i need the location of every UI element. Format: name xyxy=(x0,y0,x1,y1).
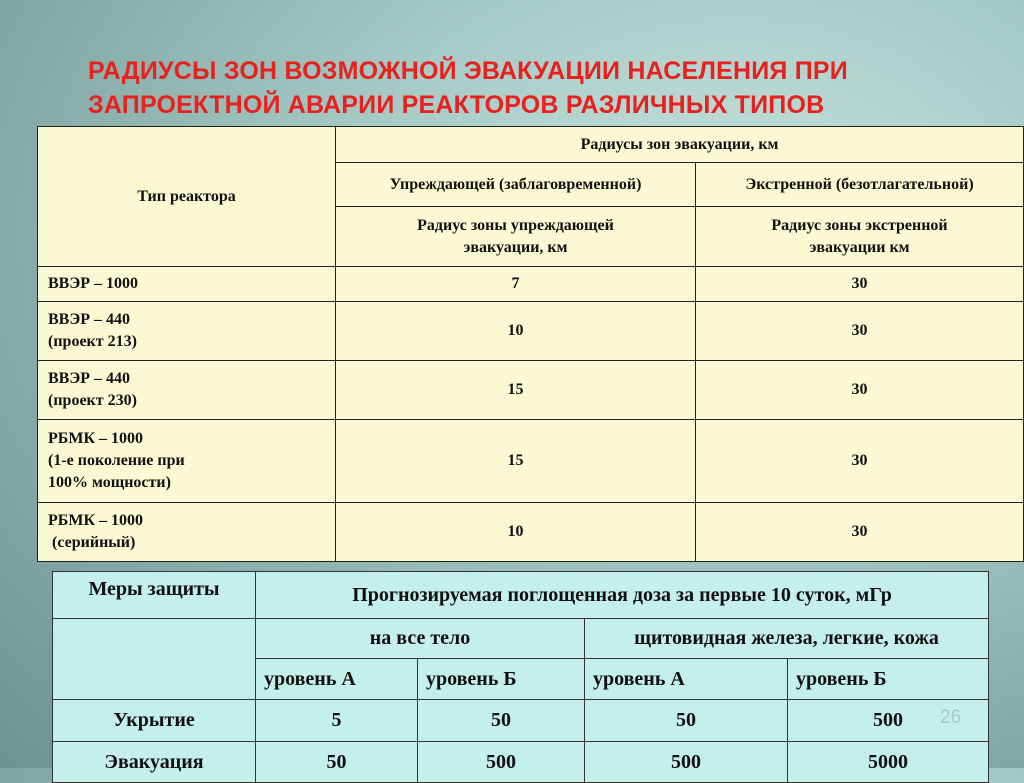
reactor-type-line: РБМК – 1000 xyxy=(48,512,144,529)
preventive-subheader xyxy=(336,207,696,267)
table-row xyxy=(38,503,1024,562)
reactor-type-line: (проект 213) xyxy=(48,333,137,350)
preventive-radius-cell: 15 xyxy=(336,361,696,420)
reactor-type-line: (проект 230) xyxy=(48,392,137,409)
dose-cell: 50 xyxy=(585,700,788,742)
protection-dose-table xyxy=(52,571,989,783)
table-row xyxy=(38,267,1024,302)
emergency-radius-cell: 30 xyxy=(696,302,1024,361)
slide-title xyxy=(88,54,988,122)
reactor-evacuation-table xyxy=(37,126,1024,562)
table-row xyxy=(38,302,1024,361)
emergency-radius-cell: 30 xyxy=(696,503,1024,562)
preventive-subheader-line: эвакуации, км xyxy=(463,238,568,256)
dose-cell: 500 xyxy=(788,700,989,742)
reactor-type-cell xyxy=(38,503,336,562)
dose-cell: 5000 xyxy=(788,742,989,783)
dose-cell: 500 xyxy=(585,742,788,783)
dose-cell: 50 xyxy=(256,742,418,783)
level-a-header: уровень А xyxy=(256,659,418,700)
reactor-type-line: (1-е поколение при xyxy=(48,452,185,469)
reactor-type-line: РБМК – 1000 xyxy=(48,430,144,447)
level-a-header: уровень А xyxy=(585,659,788,700)
slide-title-line-1: РАДИУСЫ ЗОН ВОЗМОЖНОЙ ЭВАКУАЦИИ НАСЕЛЕНИЯ ПРИ xyxy=(88,57,848,85)
measure-cell: Укрытие xyxy=(53,700,256,742)
page-number: 26 xyxy=(940,707,962,728)
reactor-type-line: 100% мощности) xyxy=(48,474,171,491)
preventive-header: Упреждающей (заблаговременной) xyxy=(336,163,696,207)
emergency-radius-cell: 30 xyxy=(696,267,1024,302)
dose-header: Прогнозируемая поглощенная доза за первые 10 суток, мГр xyxy=(256,572,989,619)
preventive-radius-cell: 15 xyxy=(336,420,696,503)
measures-header-spacer xyxy=(53,659,256,700)
zones-header: Радиусы зон эвакуации, км xyxy=(336,127,1024,163)
emergency-subheader-line: эвакуации км xyxy=(809,238,910,256)
reactor-type-cell xyxy=(38,420,336,503)
reactor-type-header: Тип реактора xyxy=(38,127,336,267)
measures-header: Меры защиты xyxy=(53,572,256,619)
measures-header-spacer xyxy=(53,619,256,659)
emergency-subheader-line: Радиус зоны экстренной xyxy=(771,216,948,234)
level-b-header: уровень Б xyxy=(418,659,585,700)
reactor-type-line: (серийный) xyxy=(48,534,136,551)
table-row xyxy=(38,420,1024,503)
emergency-radius-cell: 30 xyxy=(696,420,1024,503)
thyroid-header: щитовидная железа, легкие, кожа xyxy=(585,619,989,659)
emergency-subheader xyxy=(696,207,1024,267)
table-row xyxy=(38,361,1024,420)
dose-cell: 5 xyxy=(256,700,418,742)
whole-body-header: на все тело xyxy=(256,619,585,659)
reactor-type-cell xyxy=(38,267,336,302)
dose-cell: 50 xyxy=(418,700,585,742)
table-row xyxy=(53,700,989,742)
emergency-radius-cell: 30 xyxy=(696,361,1024,420)
reactor-type-line: ВВЭР – 1000 xyxy=(48,275,138,292)
emergency-header: Экстренной (безотлагательной) xyxy=(696,163,1024,207)
reactor-type-line: ВВЭР – 440 xyxy=(48,311,130,328)
table-row xyxy=(53,742,989,783)
reactor-type-cell xyxy=(38,302,336,361)
preventive-radius-cell: 10 xyxy=(336,503,696,562)
reactor-type-line: ВВЭР – 440 xyxy=(48,370,130,387)
preventive-subheader-line: Радиус зоны упреждающей xyxy=(417,216,614,234)
slide-title-line-2: ЗАПРОЕКТНОЙ АВАРИИ РЕАКТОРОВ РАЗЛИЧНЫХ ТИПОВ xyxy=(88,91,825,119)
dose-cell: 500 xyxy=(418,742,585,783)
preventive-radius-cell: 10 xyxy=(336,302,696,361)
reactor-type-cell xyxy=(38,361,336,420)
measure-cell: Эвакуация xyxy=(53,742,256,783)
preventive-radius-cell: 7 xyxy=(336,267,696,302)
level-b-header: уровень Б xyxy=(788,659,989,700)
